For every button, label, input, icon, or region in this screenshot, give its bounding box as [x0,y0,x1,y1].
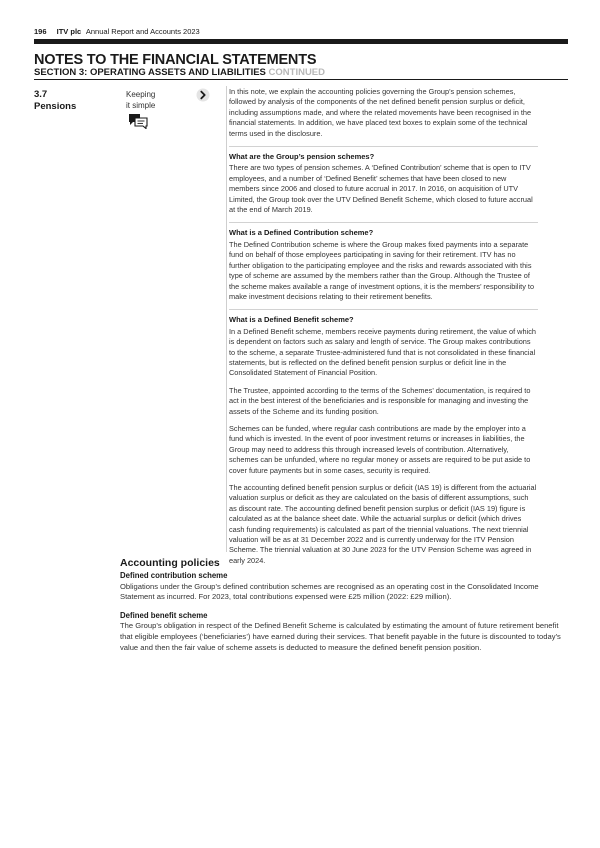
q1-heading: What are the Group’s pension schemes? [229,152,375,162]
title-rule [34,79,568,80]
section-continued: CONTINUED [268,67,326,78]
keeping-it-simple-line1: Keeping [126,90,156,99]
keeping-it-simple-line2: it simple [126,101,156,110]
section-label: SECTION 3: OPERATING ASSETS AND LIABILITIES [34,67,266,78]
section-divider [229,309,538,310]
section-title [34,67,325,78]
db-scheme-heading: Defined benefit scheme [120,610,208,620]
accounting-policies-heading: Accounting policies [120,557,220,569]
header-rule [34,39,568,44]
keeping-it-simple-label [126,89,186,111]
db-scheme-paragraph: The Group’s obligation in respect of the Defined Benefit Scheme is calculated by estimating the amount of future retirement benefit that eligible employees (‘beneficiaries’) have earned during their services. That benefit payable in the future is discounted to today’s value and then the fair value of scheme assets is deducted to measure the defined benefit pension position. [120,621,561,652]
speech-bubbles-icon [128,113,148,129]
report-name: Annual Report and Accounts 2023 [85,27,200,36]
page-number: 196 [34,27,47,36]
intro-paragraph: In this note, we explain the accounting policies governing the Group’s pension schemes, followed by analysis of the components of the net defined benefit pension surplus or deficit, including assumptions made, and where the related movements have been recognised in the financial statements. In addition, we have placed text boxes to explain some of the technical terms used in the disclosure. [229,87,532,138]
q3-heading: What is a Defined Benefit scheme? [229,315,354,325]
q3-paragraph-2: The Trustee, appointed according to the terms of the Schemes’ documentation, is required to act in the best interest of the beneficiaries and is responsible for managing and investing the assets of the Scheme and its funding position. [229,385,531,416]
page-header [34,27,568,36]
accounting-policies [120,557,570,661]
note-name: Pensions [34,101,77,112]
q3-paragraph-3: Schemes can be funded, where regular cash contributions are made by the employer into a fund which is invested. In the event of poor investment returns or increases in liabilities, the Group may need to address this through increased levels of contribution. Alternatively, schemes can be unfunded, where no regular money or assets are required to be put aside to cover future payments but in some cases, security is required. [229,423,531,475]
keeping-it-simple-divider [226,86,227,552]
q2-paragraph: The Defined Contribution scheme is where the Group makes fixed payments into a separate fund on behalf of those employees participating in saving for their retirement. ITV has no further obligation to the participating employee and the risks and rewards associated with this type of scheme are assumed by the members rather than the Group. Although the Trustee of the scheme makes available a range of investment options, it is the members’ responsibility to make investment decisions relating to their retirement benefits. [229,239,535,301]
section-divider [229,222,538,223]
company-name: ITV plc [56,27,82,36]
arrow-right-icon [196,88,210,102]
page-title: NOTES TO THE FINANCIAL STATEMENTS [34,52,317,68]
q1-paragraph: There are two types of pension schemes. A ‘Defined Contribution’ scheme that is open to ITV employees, and a number of ‘Defined Benefit’ schemes that have been closed to new members since 2006 and closed to future accrual in 2017. In 2016, on acquisition of UTV Limited, the Group took over the UTV Defined Benefit Scheme, which closed to future accrual at the end of March 2019. [229,163,533,215]
dc-scheme-paragraph: Obligations under the Group’s defined contribution schemes are recognised as an operating cost in the Consolidated Income Statement as incurred. For 2023, total contributions expensed were £25 million (2022: £29 million). [120,581,539,602]
q3-paragraph-1: In a Defined Benefit scheme, members receive payments during retirement, the value of which is dependent on factors such as salary and length of service. The Group makes contributions to the scheme, a separate Trustee-administered fund that is not consolidated in these financial statements, but is reflected on the defined benefit pension surplus or deficit line in the Consolidated Statement of Financial Position. [229,326,536,378]
keeping-it-simple-box [229,87,538,573]
section-divider [229,146,538,147]
q3-paragraph-4: The accounting defined benefit pension surplus or deficit (IAS 19) is different from the actuarial valuation surplus or deficit as they are calculated on the basis of different assumptions, such as discount rate. The accounting defined benefit pension surplus or deficit (IAS 19) figure is calculated as at the balance sheet date. While the actuarial surplus or deficit (which drives cash funding requirements) is calculated as part of the triennial valuations. The next triennial valuation will be as at 31 December 2022 and is currently underway for the ITV Pension Scheme. The triennial valuation at 30 June 2023 for the UTV Pension Scheme was agreed in early 2024. [229,483,537,565]
dc-scheme-heading: Defined contribution scheme [120,571,228,580]
note-number: 3.7 [34,89,48,100]
q2-heading: What is a Defined Contribution scheme? [229,228,374,238]
